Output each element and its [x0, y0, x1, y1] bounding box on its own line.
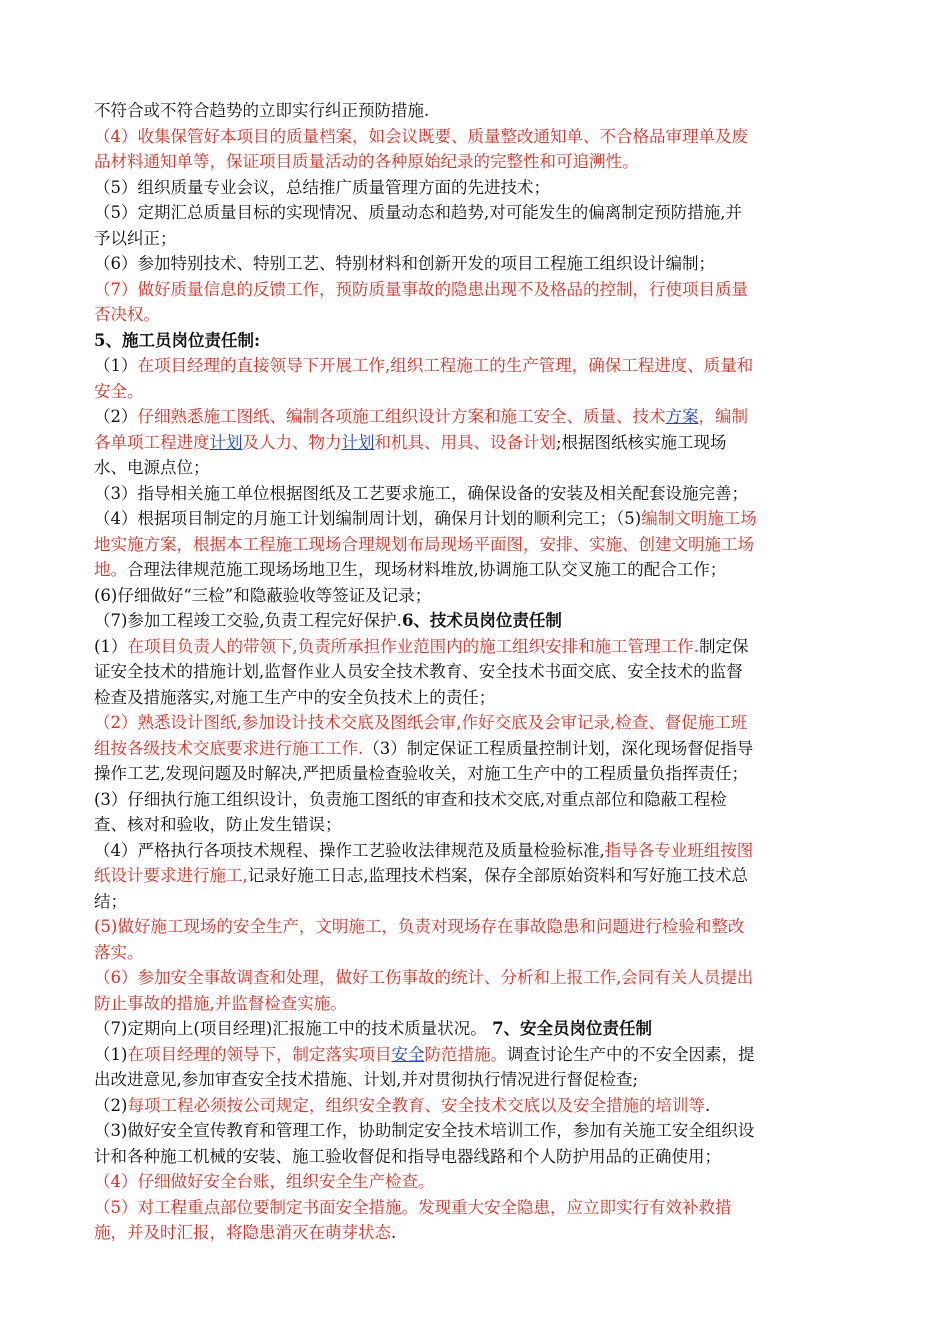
text-line	[94, 251, 866, 277]
text-line	[94, 1118, 866, 1144]
text-line	[94, 1093, 866, 1119]
highlighted-text: 品材料通知单等，保证项目质量活动的各种原始纪录的完整性和可追溯性。	[94, 152, 639, 171]
body-text: 予以纠正；	[94, 228, 177, 248]
text-line	[94, 506, 866, 532]
text-line	[94, 1169, 866, 1195]
body-text: 调查讨论生产中的不安全因素，提	[506, 1044, 755, 1064]
text-line	[94, 149, 866, 175]
hyperlink[interactable]: 计划	[209, 432, 243, 452]
hyperlink[interactable]: 计划	[341, 432, 375, 452]
highlighted-text: 在项目负责人的带领下,负责所承担作业范围内的施工组织安排和施工管理工作.	[127, 636, 699, 656]
text-line	[94, 965, 866, 991]
body-text: 结；	[94, 891, 127, 911]
body-text: (1）	[94, 636, 128, 656]
body-text: （6）参加特别技术、特别工艺、特别材料和创新开发的项目工程施工组织设计编制；	[94, 254, 715, 273]
highlighted-text: 防止事故的措施,并监督检查实施。	[94, 993, 347, 1013]
document-body	[94, 98, 866, 1246]
text-line	[94, 608, 866, 634]
highlighted-text: (5)做好施工现场的安全生产，文明施工，负责对现场存在事故隐患和问题进行检验和整改	[94, 917, 745, 936]
highlighted-text: 指导各专业班组按图	[604, 840, 754, 860]
text-line	[94, 175, 866, 201]
text-line	[94, 1067, 866, 1093]
highlighted-text: （5）对工程重点部位要制定书面安全措施。发现重大安全隐患，应立即实行有效补救措	[94, 1197, 732, 1217]
text-line	[94, 914, 866, 940]
text-line	[94, 1016, 866, 1042]
highlighted-text: 地实施方案，根据本工程施工现场合理规划布局现场平面图，安排、实施、创建文明施工场	[94, 534, 754, 554]
highlighted-text: 落实。	[94, 942, 144, 962]
text-line	[94, 889, 866, 915]
highlighted-text: 否决权。	[94, 305, 160, 324]
body-text: 不符合或不符合趋势的立即实行纠正预防措施.	[94, 101, 430, 120]
highlighted-text: ，编制	[698, 407, 748, 426]
body-text: ;根据图纸核实施工现场	[556, 432, 727, 452]
highlighted-text: 仔细熟悉施工图纸、编制各项施工组织设计方案和施工安全、质量、技术	[137, 407, 666, 426]
text-line	[94, 430, 866, 456]
highlighted-text: 安全。	[94, 381, 144, 401]
body-text: （5）定期汇总质量目标的实现情况、质量动态和趋势,对可能发生的偏离制定预防措施,并	[94, 203, 742, 222]
body-text: 水、电源点位；	[94, 458, 210, 477]
text-line	[94, 1220, 866, 1246]
body-text: （1）	[94, 356, 138, 375]
text-line	[94, 710, 866, 736]
text-line	[94, 226, 866, 252]
text-line	[94, 659, 866, 685]
body-text: 记录好施工日志,监理技术档案，保存全部原始资料和写好施工技术总	[247, 866, 748, 885]
highlighted-text: （7）做好质量信息的反馈工作，预防质量事故的隐患出现不及格品的控制，行使项目质量	[94, 279, 748, 299]
text-line	[94, 812, 866, 838]
body-text: 查、核对和验收，防止发生错误；	[94, 815, 342, 834]
text-line	[94, 200, 866, 226]
highlighted-text: 在项目经理的领导下，制定落实项目	[127, 1044, 392, 1064]
body-text: .	[391, 1223, 397, 1242]
text-line	[94, 353, 866, 379]
text-line	[94, 736, 866, 762]
highlighted-text: 及人力、物力	[242, 432, 342, 452]
highlighted-text: （4）收集保管好本项目的质量档案，如会议既要、质量整改通知单、不合格品审理单及废	[94, 126, 748, 146]
section-heading: 7、安全员岗位责任制	[492, 1019, 653, 1038]
body-text: （5）组织质量专业会议，总结推广质量管理方面的先进技术；	[94, 177, 550, 197]
text-line	[94, 98, 866, 124]
body-text: 证安全技术的措施计划,监督作业人员安全技术教育、安全技术书面交底、安全技术的监督	[94, 662, 743, 681]
highlighted-text: 每项工程必须按公司规定，组织安全教育、安全技术交底以及安全措施的培训等	[127, 1095, 705, 1115]
text-line	[94, 328, 866, 354]
text-line	[94, 277, 866, 303]
body-text: （1)	[94, 1044, 128, 1064]
body-text: （3）指导相关施工单位根据图纸及工艺要求施工，确保设备的安装及相关配套设施完善；	[94, 483, 748, 503]
highlighted-text: 防范措施。	[424, 1044, 507, 1064]
body-text: （7)参加工程竣工交验,负责工程完好保护.	[94, 611, 402, 630]
body-text: （3）制定保证工程质量控制计划，深化现场督促指导	[363, 738, 754, 758]
highlighted-text: 组按各级技术交底要求进行施工工作.	[94, 738, 364, 758]
body-text: 操作工艺,发现问题及时解决,严把质量检查验收关，对施工生产中的工程质量负指挥责任；	[94, 764, 748, 783]
body-text: 合理法律规范施工现场场地卫生，现场材料堆放,协调施工队交叉施工的配合工作；	[127, 560, 727, 579]
highlighted-text: 和机具、用具、设备计划	[374, 432, 556, 452]
text-line	[94, 557, 866, 583]
body-text: 计和各种施工机械的安装、施工验收督促和指导电器线路和个人防护用品的正确使用；	[94, 1146, 721, 1166]
body-text: （2）	[94, 407, 138, 426]
highlighted-text: 地。	[94, 560, 127, 579]
section-heading: 6、技术员岗位责任制	[401, 611, 562, 630]
text-line	[94, 379, 866, 405]
text-line	[94, 481, 866, 507]
body-text: .	[704, 1095, 711, 1115]
body-text: （4）根据项目制定的月施工计划编制周计划，确保月计划的顺利完工；（5)	[94, 509, 642, 528]
text-line	[94, 583, 866, 609]
text-line	[94, 1042, 866, 1068]
text-line	[94, 940, 866, 966]
hyperlink[interactable]: 安全	[391, 1044, 425, 1064]
highlighted-text: （4）仔细做好安全台账，组织安全生产检查。	[94, 1172, 435, 1191]
highlighted-text: 施，并及时汇报，将隐患消灭在萌芽状态	[94, 1223, 391, 1242]
hyperlink[interactable]: 方案	[665, 407, 699, 426]
text-line	[94, 838, 866, 864]
text-line	[94, 1195, 866, 1221]
body-text: (3）仔细执行施工组织设计，负责施工图纸的审查和技术交底,对重点部位和隐蔽工程检	[94, 789, 727, 809]
text-line	[94, 455, 866, 481]
text-line	[94, 991, 866, 1017]
text-line	[94, 761, 866, 787]
text-line	[94, 685, 866, 711]
text-line	[94, 787, 866, 813]
text-line	[94, 863, 866, 889]
highlighted-text: 在项目经理的直接领导下开展工作,组织工程施工的生产管理，确保工程进度、质量和	[137, 356, 754, 375]
body-text: （2)	[94, 1095, 128, 1115]
highlighted-text: （6）参加安全事故调查和处理，做好工伤事故的统计、分析和上报工作,会同有关人员提出	[94, 968, 754, 987]
text-line	[94, 302, 866, 328]
text-line	[94, 404, 866, 430]
highlighted-text: （2）熟悉设计图纸,参加设计技术交底及图纸会审,作好交底及会审记录,检查、督促施工班	[94, 713, 748, 732]
body-text: （7)定期向上(项目经理)汇报施工中的技术质量状况。	[94, 1019, 493, 1038]
body-text: （4）严格执行各项技术规程、操作工艺验收法律规范及质量检验标准,	[94, 840, 605, 860]
text-line	[94, 1144, 866, 1170]
highlighted-text: 编制文明施工场	[641, 509, 757, 528]
body-text: （3)做好安全宣传教育和管理工作，协助制定安全技术培训工作，参加有关施工安全组织设	[94, 1121, 755, 1140]
highlighted-text: 纸设计要求进行施工,	[94, 866, 248, 885]
body-text: 制定保	[698, 636, 749, 656]
text-line	[94, 124, 866, 150]
body-text: 检查及措施落实,对施工生产中的安全负技术上的责任；	[94, 687, 496, 707]
body-text: 出改进意见,参加审查安全技术措施、计划,并对贯彻执行情况进行督促检查;	[94, 1070, 639, 1089]
highlighted-text: 各单项工程进度	[94, 432, 210, 452]
section-heading: 5、施工员岗位责任制:	[94, 330, 261, 350]
text-line	[94, 634, 866, 660]
text-line	[94, 532, 866, 558]
body-text: (6)仔细做好“三检”和隐蔽验收等签证及记录；	[94, 585, 432, 605]
